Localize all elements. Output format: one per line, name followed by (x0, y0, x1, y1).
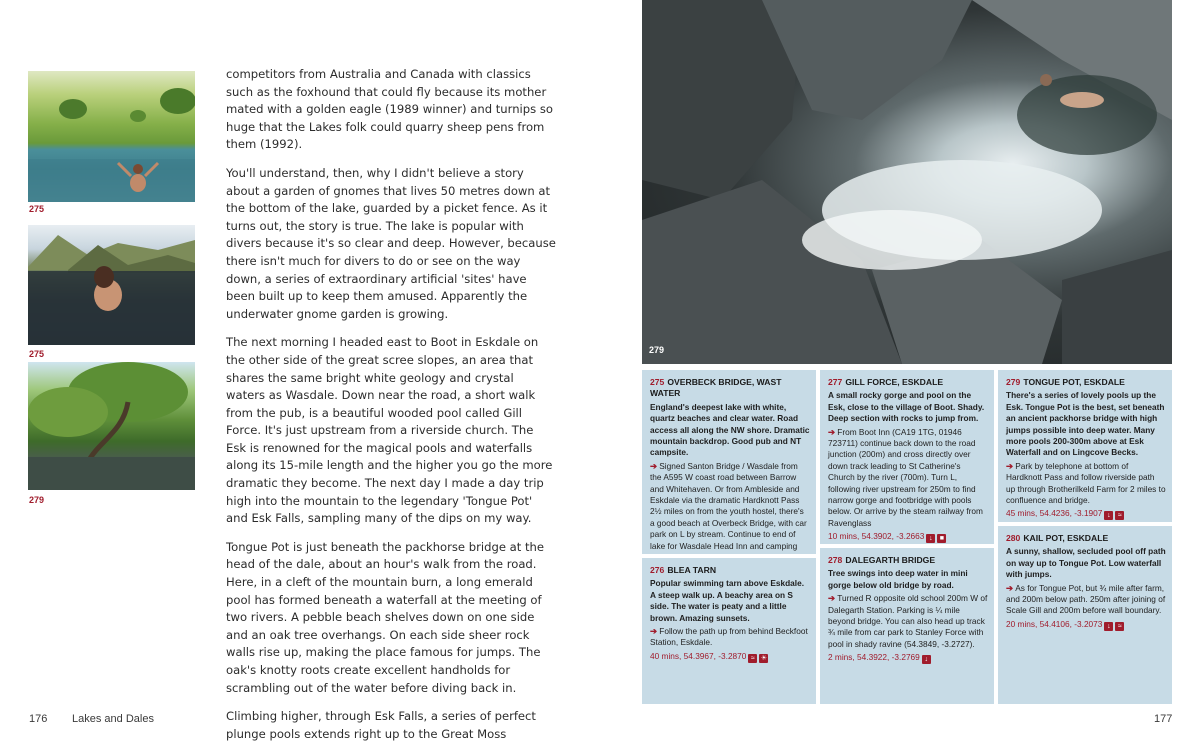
listing-name: DALEGARTH BRIDGE (845, 555, 936, 565)
listing-275 (642, 370, 816, 554)
arrow-icon: ➔ (1006, 460, 1016, 471)
arrow-icon: ➔ (1006, 582, 1016, 593)
listing-coords: 2 mins, 54.3922, -3.2769 (828, 652, 920, 663)
swim-icon: ≈ (748, 654, 757, 663)
photo-swimmer-lake (28, 71, 195, 202)
listing-name: BLEA TARN (667, 565, 717, 575)
arrow-icon: ➔ (828, 593, 838, 604)
listing-coords: 45 mins, 54.4236, -3.1907 (1006, 508, 1103, 519)
listing-coords-row (828, 652, 988, 664)
listing-heading (1006, 533, 1166, 544)
listing-description: England's deepest lake with white, quartz beaches and clear water. Road access all along the NW shore. Dramatic mountain backdrop. Good pub and NT campsite. (650, 401, 810, 458)
listing-279 (998, 370, 1172, 522)
jump-icon: ↓ (922, 655, 931, 664)
arrow-icon: ➔ (650, 626, 660, 637)
listing-coords-row (1006, 619, 1166, 631)
photo-caption: 275 (29, 204, 45, 214)
listing-coords-row (650, 651, 810, 663)
listing-number: 278 (828, 555, 843, 565)
photo-riverbank-tree (28, 362, 195, 490)
listings-panel (642, 366, 1172, 704)
listing-coords-row (1006, 508, 1166, 520)
listing-name: KAIL POT, ESKDALE (1023, 533, 1109, 543)
listing-description: Tree swings into deep water in mini gorge below old bridge by road. (828, 568, 968, 590)
swim-icon: ≈ (1115, 511, 1124, 520)
listing-277 (820, 370, 994, 544)
photo-wastwater-swimmer-art (28, 225, 195, 345)
listing-heading (650, 377, 810, 400)
photo-caption: 275 (29, 349, 45, 359)
directions-text: As for Tongue Pot, but ¾ mile after farm, and 200m below path. 250m after joining of Scale Gill and 200m before wall boundary. (1006, 582, 1166, 616)
directions-text: Follow the path up from behind Beckfoot Station, Eskdale. (650, 626, 808, 648)
paragraph: competitors from Australia and Canada with classics such as the foxhound that could fly because its mother mated with a golden eagle (1989 winner) and turnips so huge that the Lakes folk could quarry sheep pens from them (1992). (226, 67, 553, 152)
sunset-icon: ☀ (760, 654, 768, 662)
photo-tongue-pot-waterfall (642, 0, 1172, 364)
listing-coords-row (828, 531, 988, 543)
paragraph: Climbing higher, through Esk Falls, a series of perfect plunge pools extends right up to the Great Moss (226, 709, 536, 741)
photo-tongue-pot-waterfall-art (642, 0, 1172, 364)
listing-directions (828, 593, 988, 650)
listing-name: OVERBECK BRIDGE, WAST WATER (650, 377, 782, 399)
photo-riverbank-tree-art (28, 362, 195, 490)
listing-coords: 40 mins, 54.3967, -3.2870 (650, 650, 747, 661)
listing-directions (650, 626, 810, 649)
listing-number: 275 (650, 377, 665, 387)
train-icon: ■ (937, 534, 946, 543)
listing-name: TONGUE POT, ESKDALE (1023, 377, 1125, 387)
listing-directions (1006, 583, 1166, 617)
paragraph: Tongue Pot is just beneath the packhorse bridge at the head of the dale, about an hour's walk from the road. Here, in a cleft of the mountain burn, a long emerald pool has formed beneath a waterfall at the meeting of two rivers. A pebble beach shelves down on one side and an oak tree overhangs. On each side sheer rock walls rise up, making the place famous for jumps. The oak's knotty roots create excellent handholds for scrambling out of the water before diving back in. (226, 539, 545, 695)
listing-number: 280 (1006, 533, 1021, 543)
directions-text: Signed Santon Bridge / Wasdale from the A595 W coast road between Barrow and Whitehaven. Or from Ambleside and Eskdale via the dramatic Hardknott Pass 2½ miles on from the youth hostel, there's a good beach at Overbeck Bridge, with car park on L by stream. Continue to end of lake for Wasdale Head Inn and camping (650, 460, 807, 551)
photo-wastwater-swimmer (28, 225, 195, 345)
listing-heading (828, 555, 988, 566)
listing-276 (642, 558, 816, 704)
paragraph: The next morning I headed east to Boot in Eskdale on the other side of the great scree slopes, an area that shares the same bright white geology and crystal waters as Wasdale. Down near the road, a short walk from the pub, is a beautiful wooded pool called Gill Force. It's just upstream from a riverside church. The Esk is renowned for the magical pools and waterfalls along its 15-mile length and the higher you go the more dramatic they become. The next day I made a day trip high into the mountain to the legendary 'Tongue Pot' and Esk Falls, sampling many of the dips on my way. (226, 335, 553, 526)
right-page (600, 0, 1200, 742)
listing-number: 277 (828, 377, 843, 387)
listing-coords: 10 mins, 54.3902, -3.2663 (828, 531, 925, 542)
listing-directions (1006, 461, 1166, 507)
directions-text: Turned R opposite old school 200m W of Dalegarth Station. Parking is ¼ mile beyond bridge. You can also head up track ¾ mile from car park to Stanley Force with pool in shady ravine (54.3849, -3.2727). (828, 593, 988, 649)
listing-coords: 20 mins, 54.4106, -3.2073 (1006, 618, 1103, 629)
listing-278 (820, 548, 994, 704)
listing-number: 276 (650, 565, 665, 575)
jump-icon: ↓ (1104, 511, 1113, 520)
listing-directions (828, 427, 988, 530)
directions-text: From Boot Inn (CA19 1TG, 01946 723711) continue back down to the road junction (200m) and cross directly over down track leading to St Catherine's Church by the river (700m). Turn L, following river upstream for 250m to find narrow gorge and footbridge with pools below. Or arrive by the steam railway from Ravenglass (828, 426, 983, 528)
photo-caption: 279 (29, 495, 45, 505)
body-text (226, 66, 556, 742)
listing-description: Popular swimming tarn above Eskdale. A steep walk up. A beachy area on S side. The water is peaty and a little brown. Amazing sunsets. (650, 578, 804, 623)
swim-icon: ≈ (1115, 622, 1124, 631)
paragraph: You'll understand, then, why I didn't believe a story about a garden of gnomes that lives 50 metres down at the bottom of the lake, guarded by a picket fence. As it turns out, the story is true. The lake is popular with divers because it's so clear and deep. However, because there isn't much for divers to do or see on the way down, a series of extraordinary artificial 'sites' have been built up to keep them amused. Apparently the underwater gnome garden is growing. (226, 165, 556, 321)
jump-icon: ↓ (1104, 622, 1113, 631)
photo-swimmer-lake-art (28, 71, 195, 202)
listing-number: 279 (1006, 377, 1021, 387)
arrow-icon: ➔ (828, 426, 838, 437)
jump-icon: ↓ (926, 534, 935, 543)
listing-heading (828, 377, 988, 388)
page-number: 176 (29, 713, 48, 725)
listing-description: A small rocky gorge and pool on the Esk, close to the village of Boot. Shady. Deep section with rocks to jump from. (828, 390, 985, 424)
listing-description: There's a series of lovely pools up the Esk. Tongue Pot is the best, set beneath an ancient packhorse bridge with high jumps possible into deep water. Many more pools 200-300m above at Esk Waterfall and on Lingcove Becks. (1006, 390, 1165, 458)
listing-name: GILL FORCE, ESKDALE (845, 377, 944, 387)
photo-caption: 279 (649, 345, 665, 355)
listing-heading (650, 565, 810, 576)
listing-heading (1006, 377, 1166, 388)
listing-directions (650, 461, 810, 554)
directions-text: Park by telephone at bottom of Hardknott Pass and follow riverside path up through Brotherilkeld Farm for 2 miles to confluence and bridge. (1006, 460, 1166, 506)
listing-280 (998, 526, 1172, 704)
listing-description: A sunny, shallow, secluded pool off path on way up to Tongue Pot. Low waterfall with jumps. (1006, 546, 1166, 580)
arrow-icon: ➔ (650, 460, 660, 471)
page-number: 177 (1154, 713, 1173, 725)
running-head: Lakes and Dales (72, 713, 154, 725)
